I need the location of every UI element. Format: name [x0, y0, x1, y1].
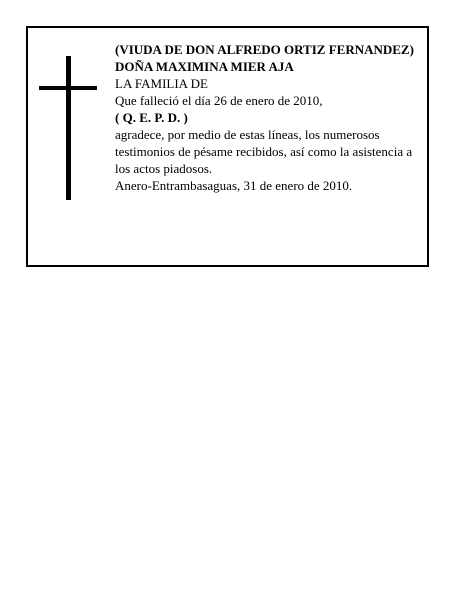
- family-line: LA FAMILIA DE: [115, 76, 208, 91]
- cross-vertical-bar: [66, 56, 71, 200]
- notice-text-block: [115, 41, 421, 194]
- death-line: Que falleció el día 26 de enero de 2010,: [115, 93, 323, 108]
- rip-line: ( Q. E. P. D. ): [115, 110, 188, 125]
- deceased-name: DOÑA MAXIMINA MIER AJA: [115, 59, 294, 74]
- cross-horizontal-bar: [39, 86, 97, 90]
- place-date: Anero-Entrambasaguas, 31 de enero de 2010.: [115, 178, 353, 193]
- widow-line: (VIUDA DE DON ALFREDO ORTIZ FERNANDEZ): [115, 42, 414, 57]
- obituary-notice: [26, 26, 429, 267]
- thanks-text: agradece, por medio de estas líneas, los numerosos testimonios de pésame recibidos, así como la asistencia a los actos piadosos.: [115, 127, 413, 176]
- cross-icon: [28, 28, 29, 29]
